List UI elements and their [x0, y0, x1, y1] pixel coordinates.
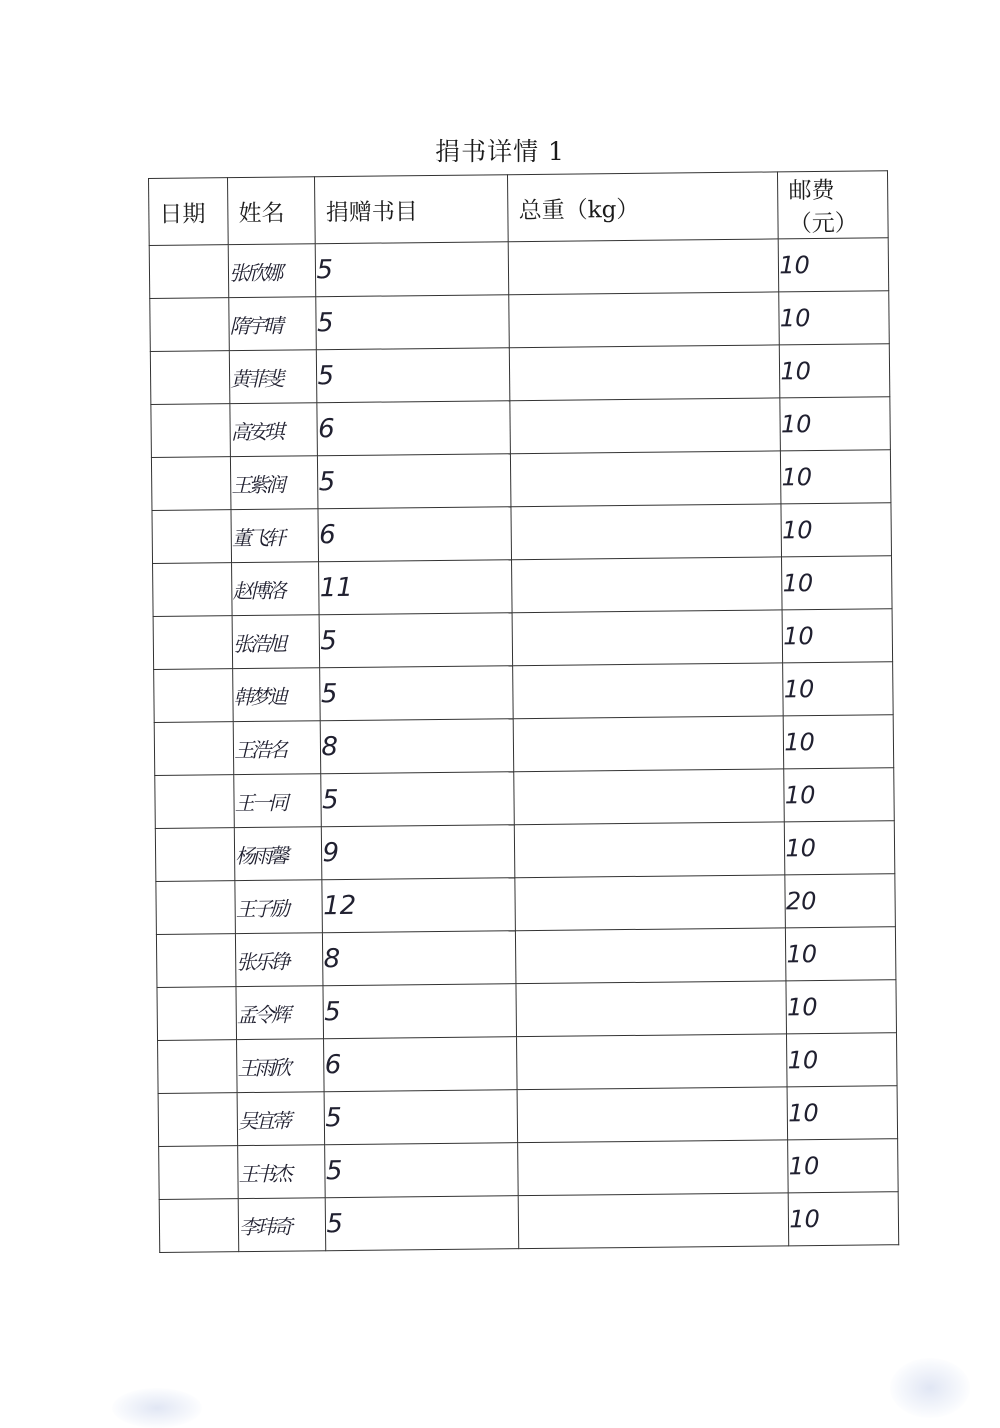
scan-smudge	[112, 1388, 202, 1428]
book-count-cell: 11	[319, 560, 512, 615]
table-row	[153, 609, 893, 670]
table-row	[159, 1192, 899, 1253]
book-count-cell: 8	[321, 719, 514, 774]
total-weight-cell	[515, 875, 786, 931]
total-weight-cell	[517, 1034, 788, 1090]
book-count-cell: 6	[317, 401, 510, 456]
table-row	[149, 238, 889, 299]
table-row	[158, 1033, 898, 1094]
postage-cell: 10	[783, 662, 893, 716]
date-cell	[149, 245, 229, 299]
table-row	[156, 874, 896, 935]
book-count-cell: 5	[321, 772, 514, 827]
name-cell: 王一同	[234, 774, 322, 828]
table-row	[158, 1086, 898, 1147]
table-row	[159, 1139, 899, 1200]
date-cell	[156, 881, 236, 935]
table-row	[157, 980, 897, 1041]
book-count-cell: 5	[325, 1143, 518, 1198]
date-cell	[156, 934, 236, 988]
postage-cell: 10	[784, 768, 894, 822]
total-weight-cell	[516, 981, 787, 1037]
total-weight-cell	[516, 928, 787, 984]
book-count-cell: 5	[325, 1090, 518, 1145]
date-cell	[150, 351, 230, 405]
name-cell: 李玮奇	[238, 1198, 326, 1252]
name-cell: 韩梦迪	[233, 668, 321, 722]
name-cell: 赵博洛	[232, 562, 320, 616]
total-weight-cell	[515, 822, 786, 878]
scan-smudge	[890, 1358, 970, 1418]
book-count-cell: 5	[320, 613, 513, 668]
date-cell	[150, 298, 230, 352]
book-count-cell: 9	[322, 825, 515, 880]
postage-cell: 10	[782, 556, 892, 610]
date-cell	[151, 457, 231, 511]
total-weight-cell	[514, 769, 785, 825]
book-count-cell: 5	[316, 242, 509, 297]
name-cell: 王浩名	[233, 721, 321, 775]
header-total-weight: 总重（kg）	[508, 172, 779, 242]
total-weight-cell	[509, 292, 780, 348]
postage-cell: 10	[784, 715, 894, 769]
name-cell: 杨雨馨	[234, 827, 322, 881]
book-count-cell: 5	[317, 348, 510, 403]
name-cell: 张浩旭	[232, 615, 320, 669]
date-cell	[155, 828, 235, 882]
book-count-cell: 5	[320, 666, 513, 721]
book-count-cell: 8	[323, 931, 516, 986]
date-cell	[153, 563, 233, 617]
postage-cell: 10	[779, 291, 889, 345]
total-weight-cell	[510, 398, 781, 454]
total-weight-cell	[517, 1087, 788, 1143]
name-cell: 吴宜蒂	[237, 1092, 325, 1146]
name-cell: 张欣娜	[228, 244, 316, 298]
name-cell: 高安琪	[230, 403, 318, 457]
book-count-cell: 6	[318, 507, 511, 562]
total-weight-cell	[510, 345, 781, 401]
header-row	[149, 171, 889, 246]
total-weight-cell	[518, 1140, 789, 1196]
postage-cell: 10	[787, 1033, 897, 1087]
total-weight-cell	[513, 663, 784, 719]
date-cell	[158, 1093, 238, 1147]
name-cell: 隋宇晴	[229, 297, 317, 351]
name-cell: 王雨欣	[237, 1039, 325, 1093]
total-weight-cell	[511, 451, 782, 507]
date-cell	[154, 722, 234, 776]
postage-cell: 20	[785, 874, 895, 928]
total-weight-cell	[512, 610, 783, 666]
total-weight-cell	[514, 716, 785, 772]
table-row	[152, 503, 892, 564]
table-row	[151, 450, 891, 511]
header-book-count: 捐赠书目	[315, 175, 509, 244]
postage-cell: 10	[786, 980, 896, 1034]
table-row	[150, 291, 890, 352]
header-date: 日期	[149, 178, 229, 246]
table-row	[154, 715, 894, 776]
name-cell: 王书杰	[238, 1145, 326, 1199]
postage-cell: 10	[780, 344, 890, 398]
postage-cell: 10	[781, 450, 891, 504]
header-postage: 邮费（元）	[778, 171, 888, 239]
table-row	[155, 768, 895, 829]
table-row	[153, 556, 893, 617]
date-cell	[158, 1040, 238, 1094]
postage-cell: 10	[780, 397, 890, 451]
postage-cell: 10	[789, 1192, 899, 1246]
header-name: 姓名	[228, 177, 316, 245]
date-cell	[159, 1146, 239, 1200]
total-weight-cell	[519, 1193, 790, 1249]
postage-cell: 10	[781, 503, 891, 557]
date-cell	[153, 616, 233, 670]
date-cell	[154, 669, 234, 723]
book-count-cell: 5	[318, 454, 511, 509]
book-count-cell: 12	[322, 878, 515, 933]
table-row	[151, 397, 891, 458]
book-count-cell: 6	[324, 1037, 517, 1092]
table-row	[155, 821, 895, 882]
name-cell: 黄菲斐	[229, 350, 317, 404]
postage-cell: 10	[782, 609, 892, 663]
donation-table	[148, 170, 899, 1253]
table-row	[154, 662, 894, 723]
name-cell: 张乐铮	[236, 933, 324, 987]
page-title: 捐书详情 1	[435, 137, 565, 166]
total-weight-cell	[509, 239, 780, 295]
total-weight-cell	[511, 504, 782, 560]
book-count-cell: 5	[323, 984, 516, 1039]
table-row	[150, 344, 890, 405]
book-count-cell: 5	[316, 295, 509, 350]
name-cell: 董飞轩	[231, 509, 319, 563]
name-cell: 王子励	[235, 880, 323, 934]
name-cell: 王紫润	[231, 456, 319, 510]
postage-cell: 10	[787, 1086, 897, 1140]
postage-cell: 10	[788, 1139, 898, 1193]
postage-cell: 10	[786, 927, 896, 981]
postage-cell: 10	[779, 238, 889, 292]
date-cell	[152, 510, 232, 564]
table-row	[156, 927, 896, 988]
table-body	[149, 238, 899, 1253]
name-cell: 孟令辉	[236, 986, 324, 1040]
date-cell	[151, 404, 231, 458]
total-weight-cell	[512, 557, 783, 613]
postage-cell: 10	[785, 821, 895, 875]
book-count-cell: 5	[326, 1196, 519, 1251]
date-cell	[155, 775, 235, 829]
date-cell	[159, 1199, 239, 1253]
date-cell	[157, 987, 237, 1041]
